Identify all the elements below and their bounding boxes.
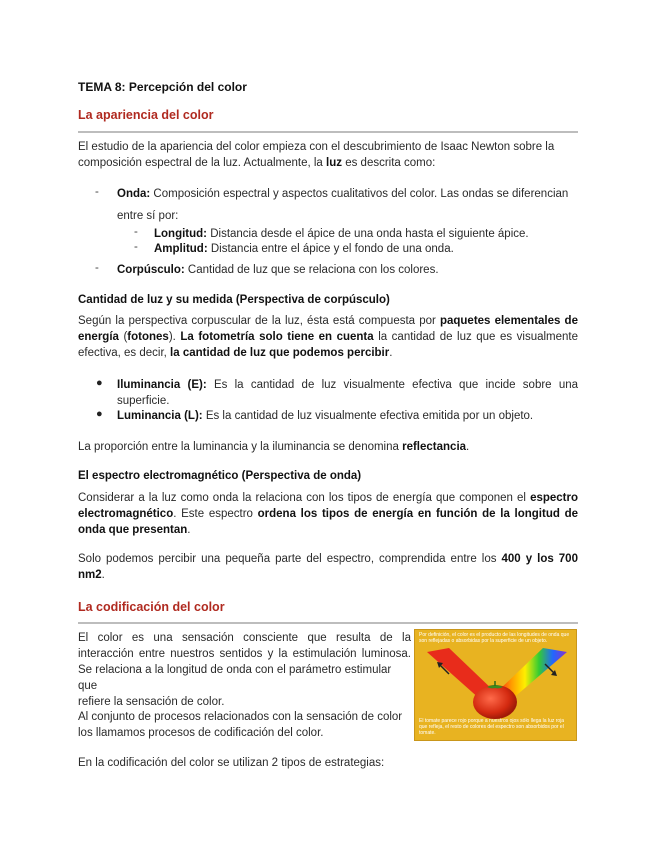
section-heading-codificacion: La codificación del color: [78, 600, 225, 614]
round-bullet: ●: [96, 377, 103, 389]
paragraph-reflectancia: La proporción entre la luminancia y la iluminancia se denomina reflectancia.: [78, 441, 470, 453]
sensacion-line-2: interacción entre nuestros sentidos y la estimulación luminosa.: [78, 648, 411, 660]
figure-caption-bottom: El tomate parece rojo porque a nuestros ojos sólo llega la luz roja que refleja, el resto de colores del espectro son absorbidos por el tomate.: [419, 718, 565, 736]
dash-bullet: -: [95, 262, 99, 274]
subheading-cantidad-luz: Cantidad de luz y su medida (Perspectiva de corpúsculo): [78, 294, 390, 306]
paragraph-sensacion: [78, 630, 411, 710]
subheading-espectro: El espectro electromagnético (Perspectiva de onda): [78, 470, 362, 482]
section-heading-apariencia: La apariencia del color: [78, 108, 214, 122]
intro-line-1: El estudio de la apariencia del color empieza con el descubrimiento de Isaac Newton sobre la: [78, 141, 555, 153]
sensacion-line-4: refiere la sensación de color.: [78, 696, 225, 708]
document-title: TEMA 8: Percepción del color: [78, 80, 247, 94]
paragraph-estrategias: En la codificación del color se utilizan 2 tipos de estrategias:: [78, 757, 385, 769]
sensacion-line-1: El color es una sensación consciente que resulta de la: [78, 632, 411, 644]
procesos-line-2: los llamamos procesos de codificación del color.: [78, 727, 324, 739]
dash-bullet: -: [134, 241, 138, 253]
section-divider: [78, 622, 578, 624]
round-bullet: ●: [96, 408, 103, 420]
list-item-longitud: Longitud: Distancia desde el ápice de una onda hasta el siguiente ápice.: [154, 228, 529, 240]
figure-caption-top: Por definición, el color es el producto de las longitudes de onda que son reflejadas o absorbidas por la superficie de un objeto.: [419, 632, 570, 644]
dash-bullet: -: [134, 226, 138, 238]
paragraph-espectro: Considerar a la luz como onda la relaciona con los tipos de energía que componen el espectro electromagnético. Este espectro ordena los tipos de energía en función de la longitud de onda que presentan.: [78, 492, 578, 536]
tomato: [473, 685, 517, 719]
list-item-luminancia: Luminancia (L): Es la cantidad de luz visualmente efectiva emitida por un objeto.: [117, 410, 534, 422]
intro-line-2: composición espectral de la luz. Actualmente, la luz es descrita como:: [78, 157, 436, 169]
dash-bullet: -: [95, 186, 99, 198]
list-item-corpusculo: Corpúsculo: Cantidad de luz que se relaciona con los colores.: [117, 264, 439, 276]
paragraph-400-700: Solo podemos percibir una pequeña parte del espectro, comprendida entre los 400 y los 700 nm2.: [78, 553, 578, 581]
section-divider: [78, 131, 578, 133]
procesos-line-1: Al conjunto de procesos relacionados con la sensación de color: [78, 711, 403, 723]
list-item-iluminancia: Iluminancia (E): Es la cantidad de luz visualmente efectiva que incide sobre una superficie.: [117, 379, 579, 407]
paragraph-procesos: [78, 709, 411, 741]
list-item-onda: Onda: Composición espectral y aspectos cualitativos del color. Las ondas se diferencian: [117, 188, 569, 200]
paragraph-corpuscular: Según la perspectiva corpuscular de la luz, ésta está compuesta por paquetes elementales de energía (fotones). La fotometría solo tiene en cuenta la cantidad de luz que es visualmente efectiva, es decir, la cantidad de luz que podemos percibir.: [78, 315, 579, 359]
sensacion-line-3: Se relaciona a la longitud de onda con el parámetro estimular que: [78, 664, 392, 692]
list-item-amplitud: Amplitud: Distancia entre el ápice y el fondo de una onda.: [154, 243, 454, 255]
tomato-figure: [414, 629, 577, 741]
list-item-onda-cont: entre sí por:: [117, 210, 179, 222]
